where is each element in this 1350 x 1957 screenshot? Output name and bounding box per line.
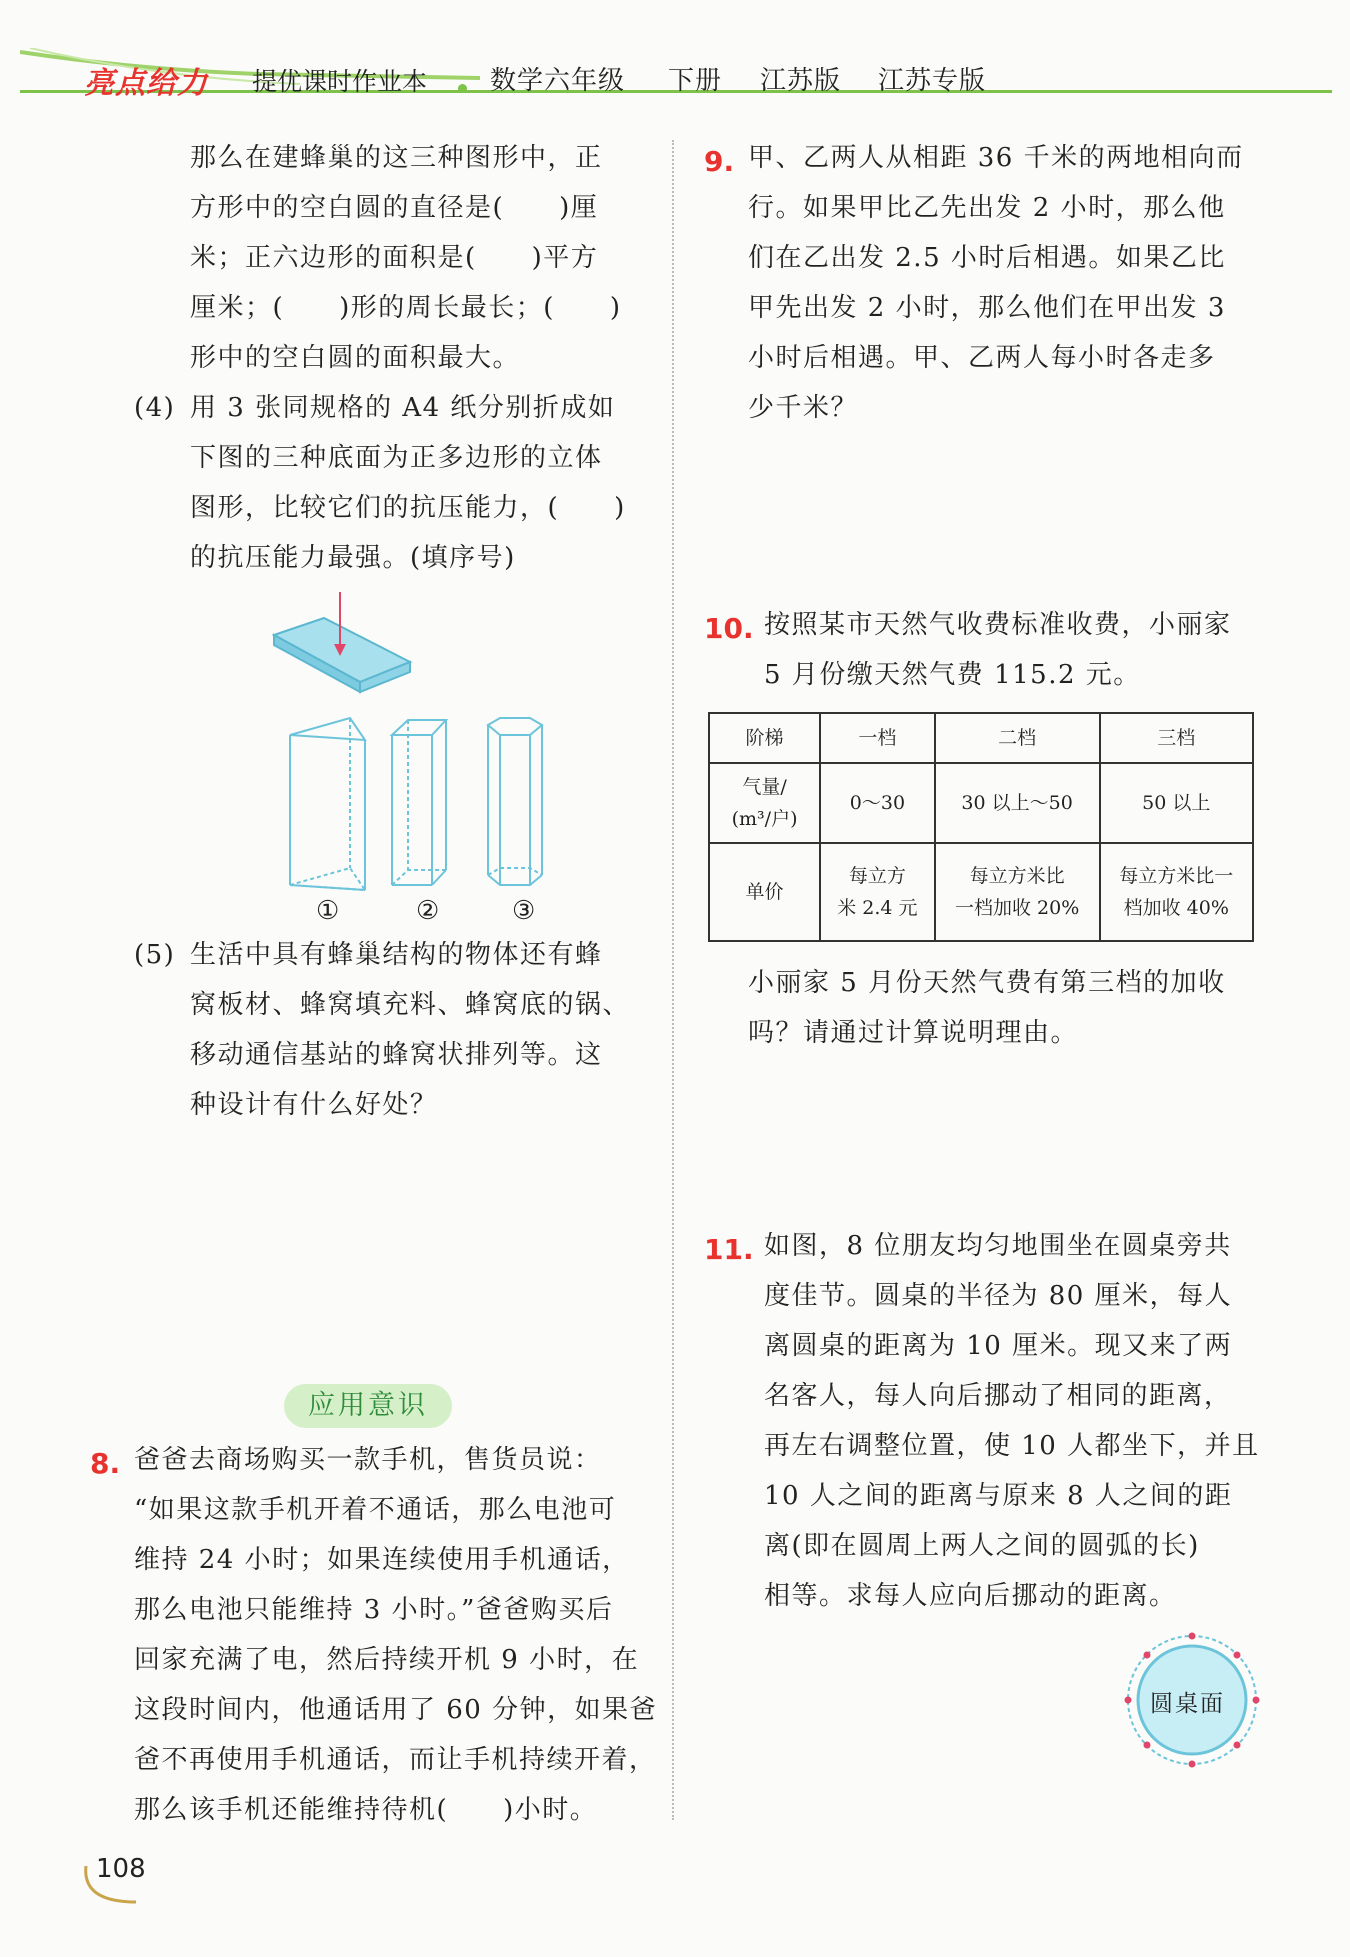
q11-number: 11. bbox=[704, 1233, 754, 1266]
q7-4-label: (4) bbox=[134, 393, 176, 423]
header-subject: 数学六年级 bbox=[490, 66, 626, 96]
text-line: 们在乙出发 2.5 小时后相遇。如果乙比 bbox=[748, 243, 1226, 273]
header-dot bbox=[458, 84, 467, 93]
column-divider bbox=[672, 140, 674, 1820]
table-header-row bbox=[709, 713, 1253, 763]
q9-text bbox=[748, 133, 1244, 433]
text-line: 移动通信基站的蜂窝状排列等。这 bbox=[190, 1040, 603, 1070]
text-line: 再左右调整位置，使 10 人都坐下，并且 bbox=[764, 1431, 1260, 1461]
text-line: “如果这款手机开着不通话，那么电池可 bbox=[134, 1495, 617, 1525]
text-line: 档加收 40% bbox=[1123, 897, 1229, 919]
table-header-cell: 三档 bbox=[1100, 713, 1253, 763]
text-line: 生活中具有蜂巢结构的物体还有蜂 bbox=[190, 940, 603, 970]
text-line: 用 3 张同规格的 A4 纸分别折成如 bbox=[190, 393, 616, 423]
q7-5-label: (5) bbox=[134, 940, 176, 970]
table-row bbox=[709, 763, 1253, 843]
text-line: 一档加收 20% bbox=[954, 897, 1080, 919]
table-cell: 0～30 bbox=[820, 763, 935, 843]
text-line: 离(即在圆周上两人之间的圆弧的长) bbox=[764, 1531, 1200, 1561]
section-title-badge: 应用意识 bbox=[284, 1384, 452, 1428]
triangular-prism bbox=[290, 718, 365, 890]
text-line: 下图的三种底面为正多边形的立体 bbox=[190, 443, 603, 473]
q9-number: 9. bbox=[704, 145, 735, 178]
gas-price-table bbox=[708, 712, 1254, 942]
table-row-label bbox=[709, 763, 820, 843]
text-line: 10 人之间的距离与原来 8 人之间的距 bbox=[764, 1481, 1233, 1511]
text-line: 那么电池只能维持 3 小时。”爸爸购买后 bbox=[134, 1595, 614, 1625]
text-line: 甲先出发 2 小时，那么他们在甲出发 3 bbox=[748, 293, 1226, 323]
header-edition: 江苏版 bbox=[760, 66, 842, 96]
table-cell: 50 以上 bbox=[1100, 763, 1253, 843]
text-line: 爸不再使用手机通话，而让手机持续开着， bbox=[134, 1745, 657, 1775]
text-line: 每立方米比一 bbox=[1119, 865, 1234, 887]
text-line: 方形中的空白圆的直径是( )厘 bbox=[190, 193, 599, 223]
text-line: 米；正六边形的面积是( )平方 bbox=[190, 243, 599, 273]
table-cell: 30 以上～50 bbox=[935, 763, 1100, 843]
square-prism bbox=[392, 720, 446, 885]
text-line: 回家充满了电，然后持续开机 9 小时，在 bbox=[134, 1645, 640, 1675]
text-line: 图形，比较它们的抗压能力，( ) bbox=[190, 493, 626, 523]
text-line: 离圆桌的距离为 10 厘米。现又来了两 bbox=[764, 1331, 1233, 1361]
text-line: 名客人，每人向后挪动了相同的距离， bbox=[764, 1381, 1232, 1411]
round-table-label: 圆桌面 bbox=[1150, 1691, 1225, 1717]
text-line: 度佳节。圆桌的半径为 80 厘米，每人 bbox=[764, 1281, 1233, 1311]
text-line: 种设计有什么好处？ bbox=[190, 1090, 438, 1120]
text-line: 小丽家 5 月份天然气费有第三档的加收 bbox=[748, 968, 1226, 998]
table-header-cell: 一档 bbox=[820, 713, 935, 763]
text-line: 这段时间内，他通话用了 60 分钟，如果爸 bbox=[134, 1695, 658, 1725]
text-line: 气量/ bbox=[742, 776, 787, 798]
text-line: 小时后相遇。甲、乙两人每小时各走多 bbox=[748, 343, 1216, 373]
brand-logo: 亮点给力 bbox=[84, 66, 208, 101]
text-line: 窝板材、蜂窝填充料、蜂窝底的锅、 bbox=[190, 990, 631, 1020]
brand-subtitle: 提优课时作业本 bbox=[252, 67, 428, 96]
table-row-label: 单价 bbox=[709, 843, 820, 941]
table-cell bbox=[1100, 843, 1253, 941]
text-line: 如图，8 位朋友均匀地围坐在圆桌旁共 bbox=[764, 1231, 1232, 1261]
text-line: 厘米；( )形的周长最长；( ) bbox=[190, 293, 622, 323]
table-header-cell: 阶梯 bbox=[709, 713, 820, 763]
text-line: 行。如果甲比乙先出发 2 小时，那么他 bbox=[748, 193, 1226, 223]
text-line: 那么该手机还能维持待机( )小时。 bbox=[134, 1795, 598, 1825]
table-cell bbox=[935, 843, 1100, 941]
q7-continuation bbox=[190, 133, 622, 383]
header-special: 江苏专版 bbox=[878, 66, 987, 96]
q8-number: 8. bbox=[90, 1447, 121, 1480]
text-line: 维持 24 小时；如果连续使用手机通话， bbox=[134, 1545, 630, 1575]
text-line: 按照某市天然气收费标准收费，小丽家 bbox=[764, 610, 1232, 640]
book-icon bbox=[274, 618, 410, 692]
figure-label-3: ③ bbox=[512, 896, 536, 926]
text-line: 5 月份缴天然气费 115.2 元。 bbox=[764, 660, 1141, 690]
hexagonal-prism bbox=[488, 718, 542, 885]
text-line: 甲、乙两人从相距 36 千米的两地相向而 bbox=[748, 143, 1244, 173]
text-line: 吗？请通过计算说明理由。 bbox=[748, 1018, 1079, 1048]
q10-text bbox=[764, 600, 1232, 700]
q8-text bbox=[134, 1435, 657, 1835]
text-line: 那么在建蜂巢的这三种图形中，正 bbox=[190, 143, 603, 173]
q10-number: 10. bbox=[704, 612, 754, 645]
page-number: 108 bbox=[96, 1854, 146, 1884]
prisms-figure bbox=[260, 590, 590, 930]
text-line: 每立方米比 bbox=[969, 865, 1065, 887]
table-cell bbox=[820, 843, 935, 941]
text-line: 少千米？ bbox=[748, 393, 859, 423]
table-row bbox=[709, 843, 1253, 941]
text-line: 米 2.4 元 bbox=[837, 897, 918, 919]
figure-label-2: ② bbox=[416, 896, 440, 926]
text-line: 每立方 bbox=[848, 865, 906, 887]
text-line: 爸爸去商场购买一款手机，售货员说： bbox=[134, 1445, 602, 1475]
table-header-cell: 二档 bbox=[935, 713, 1100, 763]
q7-5-text bbox=[190, 930, 630, 1130]
q7-4-text bbox=[190, 383, 626, 583]
text-line: 形中的空白圆的面积最大。 bbox=[190, 343, 521, 373]
q11-text bbox=[764, 1221, 1260, 1621]
figure-label-1: ① bbox=[316, 896, 340, 926]
text-line: 相等。求每人应向后挪动的距离。 bbox=[764, 1581, 1177, 1611]
text-line: 的抗压能力最强。(填序号) bbox=[190, 543, 516, 573]
text-line: (m³/户) bbox=[731, 808, 798, 830]
header-volume: 下册 bbox=[668, 66, 723, 96]
q10-tail-text bbox=[748, 958, 1226, 1058]
